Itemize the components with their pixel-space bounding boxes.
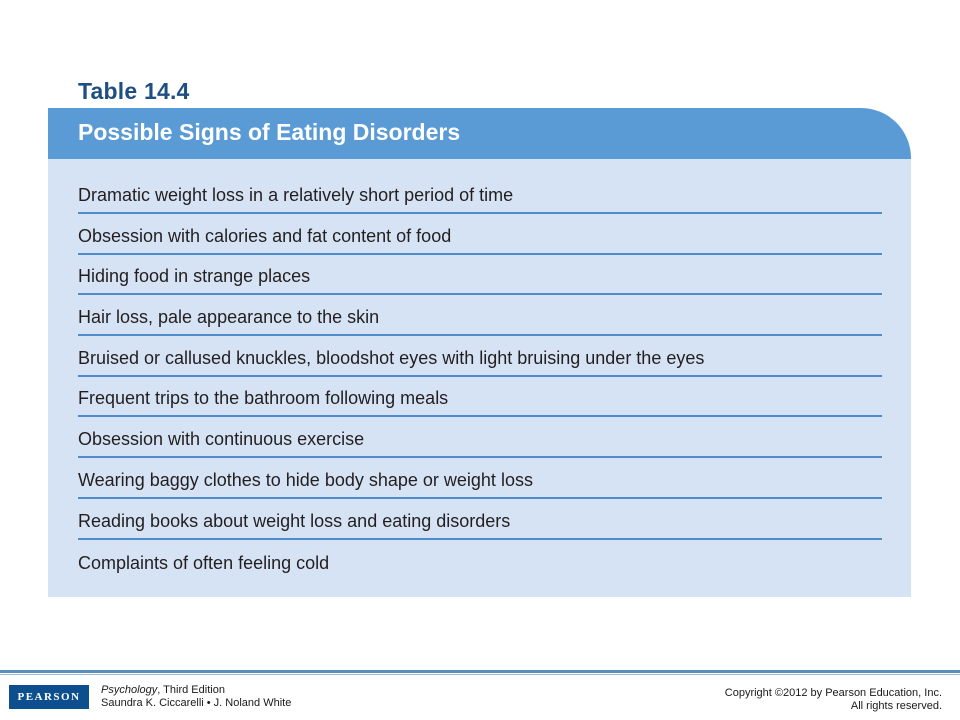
row-text: Reading books about weight loss and eating disorders [78,511,511,531]
book-authors: Saundra K. Ciccarelli • J. Noland White [101,697,292,709]
row-text: Complaints of often feeling cold [78,553,330,573]
copyright-notice [725,687,942,713]
table-title: Possible Signs of Eating Disorders [78,119,461,145]
footer-divider [0,670,960,673]
table-row [78,459,882,499]
copyright-text: Copyright ©2012 by Pearson Education, Inc. [724,687,942,699]
table-row [78,418,882,458]
table-row [78,377,882,417]
table-row [78,296,882,336]
rights-text: All rights reserved. [850,700,942,712]
row-text: Hair loss, pale appearance to the skin [78,307,380,327]
row-text: Hiding food in strange places [78,266,311,286]
book-title: Psychology [101,684,158,696]
table-row [78,174,882,214]
row-text: Frequent trips to the bathroom following meals [78,388,449,408]
table-header [48,108,911,159]
table-row [78,540,882,580]
table-body [48,159,911,597]
table-number: Table 14.4 [78,78,190,104]
book-edition: , Third Edition [157,684,225,696]
pearson-logo [9,685,89,709]
row-text: Bruised or callused knuckles, bloodshot eyes with light bruising under the eyes [78,348,705,368]
row-text: Obsession with continuous exercise [78,429,365,449]
pearson-logo-text: PEARSON [17,691,81,703]
table-row [78,500,882,540]
row-text: Obsession with calories and fat content of food [78,226,452,246]
footer-divider-thin [0,674,960,675]
table-row [78,337,882,377]
row-text: Dramatic weight loss in a relatively short period of time [78,185,514,205]
table-row [78,215,882,255]
table-row [78,255,882,295]
book-citation [101,684,291,710]
row-text: Wearing baggy clothes to hide body shape or weight loss [78,470,533,490]
